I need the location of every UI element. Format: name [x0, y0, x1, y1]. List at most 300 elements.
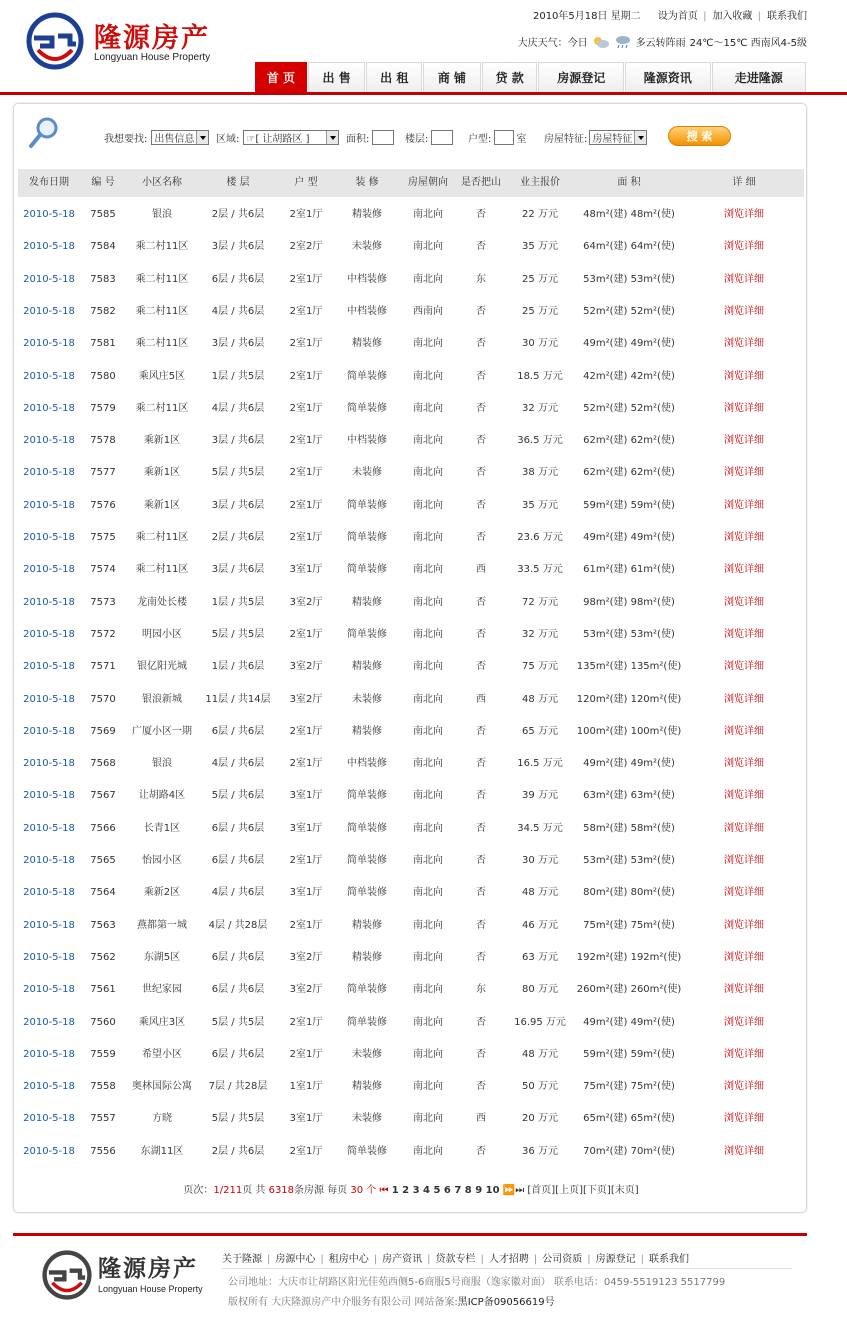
divider: | [267, 1254, 271, 1265]
cell-date[interactable]: 2010-5-18 [23, 596, 75, 608]
cell-date[interactable]: 2010-5-18 [23, 790, 75, 802]
cell-orientation: 南北向 [413, 1016, 443, 1028]
site-logo[interactable] [22, 10, 232, 70]
table-row [18, 361, 804, 393]
cell-area: 61m²(建) 61m²(使) [583, 564, 675, 576]
table-row [18, 199, 804, 231]
cell-date[interactable]: 2010-5-18 [23, 499, 75, 511]
cell-gable: 东 [476, 273, 486, 285]
table-row [18, 393, 804, 425]
view-detail-link[interactable]: 浏览详细 [724, 1048, 764, 1060]
view-detail-link[interactable]: 浏览详细 [724, 499, 764, 511]
area-input[interactable] [372, 130, 394, 145]
cell-gable: 否 [476, 370, 486, 382]
footer-nav-item[interactable]: 人才招聘 [488, 1254, 529, 1265]
table-row [18, 748, 804, 780]
cell-price: 36.5 万元 [517, 435, 563, 447]
table-row [18, 296, 804, 328]
nav-item-shops[interactable]: 商 铺 [423, 62, 481, 92]
view-detail-link[interactable]: 浏览详细 [724, 435, 764, 447]
cell-gable: 否 [476, 532, 486, 543]
table-row [18, 813, 804, 845]
cell-floor: 6层 / 共6层 [211, 822, 265, 834]
cell-floor: 5层 / 共6层 [211, 790, 265, 802]
view-detail-link[interactable]: 浏览详细 [724, 887, 764, 899]
cell-area: 58m²(建) 58m²(使) [583, 822, 675, 834]
cell-area: 48m²(建) 48m²(使) [583, 209, 675, 220]
cell-community: 银浪 [152, 209, 172, 220]
divider: | [587, 1254, 591, 1265]
cell-orientation: 南北向 [413, 661, 443, 673]
cell-date[interactable]: 2010-5-18 [23, 984, 75, 996]
cell-area: 70m²(建) 70m²(使) [583, 1145, 675, 1157]
cell-area: 135m²(建) 135m²(使) [576, 661, 682, 673]
icp-number[interactable]: 黑ICP备09056619号 [457, 1297, 555, 1308]
cell-id: 7570 [90, 693, 116, 705]
view-detail-link[interactable]: 浏览详细 [724, 467, 764, 479]
cell-floor: 4层 / 共28层 [208, 919, 268, 931]
next-pages-icon[interactable]: ⏩ [502, 1185, 516, 1196]
cell-orientation: 南北向 [413, 499, 443, 511]
table-row [18, 522, 804, 554]
weather-prefix: 大庆天气：今日 [517, 38, 588, 49]
pager-prev[interactable]: [上页] [555, 1185, 584, 1196]
cell-date[interactable]: 2010-5-18 [23, 273, 75, 285]
cell-area: 100m²(建) 100m²(使) [576, 725, 682, 737]
add-favorite-link[interactable]: 加入收藏 [712, 11, 753, 22]
listing-type-value: 出售信息 [154, 134, 195, 145]
cell-orientation: 南北向 [413, 241, 443, 253]
cell-id: 7568 [90, 758, 116, 770]
cell-decoration: 简单装修 [347, 822, 387, 834]
cell-gable: 否 [476, 241, 486, 253]
district-select[interactable] [243, 130, 339, 145]
view-detail-link[interactable]: 浏览详细 [724, 209, 764, 220]
cell-community: 乘二村11区 [135, 273, 189, 285]
cell-price: 23.6 万元 [517, 532, 563, 543]
copyright-text: 版权所有 大庆隆源房产中介服务有限公司 网站备案: [228, 1297, 458, 1308]
cell-id: 7564 [90, 887, 116, 899]
room-unit-label: 室 [516, 134, 527, 145]
footer-nav-item[interactable]: 租房中心 [328, 1254, 369, 1265]
cell-id: 7571 [90, 661, 116, 673]
cell-community: 乘二村11区 [135, 532, 189, 543]
table-row [18, 619, 804, 651]
cell-price: 34.5 万元 [517, 822, 563, 834]
cell-id: 7574 [90, 564, 116, 576]
cell-community: 银浪新城 [142, 693, 182, 705]
last-page-icon[interactable]: ⏭ [515, 1185, 525, 1196]
cell-community: 乘二村11区 [135, 338, 189, 350]
cell-id: 7567 [90, 790, 116, 802]
cell-date[interactable]: 2010-5-18 [23, 887, 75, 899]
cell-date[interactable]: 2010-5-18 [23, 855, 75, 866]
cell-orientation: 南北向 [413, 693, 443, 705]
view-detail-link[interactable]: 浏览详细 [724, 951, 764, 963]
cell-date[interactable]: 2010-5-18 [23, 209, 75, 220]
pager-page-numbers[interactable]: 1 2 3 4 5 6 7 8 9 10 [391, 1185, 500, 1196]
footer-nav-item[interactable]: 贷款专栏 [435, 1254, 476, 1265]
cell-date[interactable]: 2010-5-18 [23, 370, 75, 382]
nav-item-news[interactable]: 隆源资讯 [625, 62, 711, 92]
table-header [18, 169, 804, 197]
search-want-group [104, 130, 209, 145]
cell-date[interactable]: 2010-5-18 [23, 241, 75, 253]
cell-decoration: 简单装修 [347, 887, 387, 899]
footer-nav-item[interactable]: 联系我们 [649, 1254, 689, 1265]
weather-temp-wind: 24℃～15℃ 西南风4-5级 [689, 38, 807, 49]
nav-item-rent[interactable]: 出 租 [366, 62, 422, 92]
cell-decoration: 精装修 [352, 725, 382, 737]
cell-id: 7576 [90, 499, 116, 511]
table-row [18, 1039, 804, 1071]
cell-layout: 2室1厅 [289, 725, 323, 737]
cell-orientation: 南北向 [413, 822, 443, 834]
nav-underline [0, 92, 847, 95]
cell-orientation: 南北向 [413, 596, 443, 608]
cell-floor: 3层 / 共6层 [211, 338, 265, 350]
cell-community: 乘新1区 [143, 435, 181, 447]
cell-floor: 1层 / 共5层 [211, 370, 265, 382]
cell-area: 75m²(建) 75m²(使) [583, 1081, 675, 1093]
cell-community: 龙南处长楼 [137, 596, 187, 608]
cell-price: 36 万元 [522, 1145, 558, 1157]
cell-date[interactable]: 2010-5-18 [23, 1145, 75, 1157]
pager-next[interactable]: [下页] [583, 1185, 611, 1196]
search-layout-label: 户型: [468, 134, 492, 145]
col-orientation: 房屋朝向 [408, 177, 448, 188]
view-detail-link[interactable]: 浏览详细 [724, 693, 764, 705]
cell-layout: 2室1厅 [289, 402, 323, 414]
cell-decoration: 未装修 [352, 467, 382, 479]
cell-floor: 3层 / 共6层 [211, 564, 265, 576]
table-row [18, 425, 804, 457]
cell-community: 乘新2区 [143, 887, 181, 899]
table-row [18, 264, 804, 296]
cell-gable: 西 [476, 693, 486, 705]
cell-decoration: 精装修 [352, 951, 382, 963]
view-detail-link[interactable]: 浏览详细 [724, 855, 764, 866]
footer-nav-item[interactable]: 房源登记 [595, 1254, 636, 1265]
cell-date[interactable]: 2010-5-18 [23, 402, 75, 414]
set-home-link[interactable]: 设为首页 [657, 11, 698, 22]
view-detail-link[interactable]: 浏览详细 [724, 532, 764, 543]
floor-input[interactable] [431, 130, 453, 145]
cell-community: 乘二村11区 [135, 305, 189, 317]
view-detail-link[interactable]: 浏览详细 [724, 338, 764, 350]
view-detail-link[interactable]: 浏览详细 [724, 661, 764, 673]
cell-id: 7575 [90, 532, 116, 543]
cell-floor: 4层 / 共6层 [211, 887, 265, 899]
view-detail-link[interactable]: 浏览详细 [724, 790, 764, 802]
cell-date[interactable]: 2010-5-18 [23, 435, 75, 447]
district-value: ☞[ 让胡路区 ] [246, 134, 310, 145]
cell-date[interactable]: 2010-5-18 [23, 951, 75, 963]
cell-area: 260m²(建) 260m²(使) [576, 984, 682, 996]
contact-link[interactable]: 联系我们 [767, 11, 807, 22]
view-detail-link[interactable]: 浏览详细 [724, 402, 764, 414]
cell-orientation: 南北向 [413, 209, 443, 220]
view-detail-link[interactable]: 浏览详细 [724, 564, 764, 576]
cell-gable: 否 [476, 661, 486, 673]
cell-date[interactable]: 2010-5-18 [23, 338, 75, 350]
table-row [18, 1007, 804, 1039]
cell-gable: 否 [476, 435, 486, 447]
cell-floor: 5层 / 共5层 [211, 1113, 265, 1125]
table-row [18, 780, 804, 812]
view-detail-link[interactable]: 浏览详细 [724, 596, 764, 608]
cell-date[interactable]: 2010-5-18 [23, 1048, 75, 1060]
view-detail-link[interactable]: 浏览详细 [724, 273, 764, 285]
cell-orientation: 南北向 [413, 370, 443, 382]
cell-layout: 2室1厅 [289, 919, 323, 931]
cell-orientation: 南北向 [413, 855, 443, 866]
cell-date[interactable]: 2010-5-18 [23, 564, 75, 576]
footer-logo-mark-icon [42, 1250, 92, 1300]
cell-price: 38 万元 [522, 467, 558, 479]
pager-last[interactable]: [末页] [610, 1185, 639, 1196]
table-row [18, 328, 804, 360]
cell-layout: 2室2厅 [289, 241, 323, 253]
cell-id: 7572 [90, 628, 116, 640]
cell-gable: 否 [476, 402, 486, 414]
nav-item-loan[interactable]: 贷 款 [482, 62, 538, 92]
cell-community: 乘新1区 [143, 467, 181, 479]
cell-layout: 2室1厅 [289, 305, 323, 317]
cell-price: 63 万元 [522, 951, 558, 963]
cell-date[interactable]: 2010-5-18 [23, 725, 75, 737]
view-detail-link[interactable]: 浏览详细 [724, 1081, 764, 1093]
cell-id: 7562 [90, 951, 116, 963]
cell-decoration: 中档装修 [347, 305, 387, 317]
cell-date[interactable]: 2010-5-18 [23, 758, 75, 770]
cell-layout: 3室1厅 [289, 564, 323, 576]
cell-community: 乘二村11区 [135, 402, 189, 414]
cell-area: 98m²(建) 98m²(使) [583, 596, 675, 608]
weather-condition: 多云转阵雨 [635, 38, 686, 49]
cell-orientation: 南北向 [413, 919, 443, 931]
partly-cloudy-icon [592, 35, 610, 49]
cell-id: 7573 [90, 596, 116, 608]
cell-price: 18.5 万元 [517, 370, 563, 382]
cell-layout: 2室1厅 [289, 370, 323, 382]
view-detail-link[interactable]: 浏览详细 [724, 305, 764, 317]
cell-gable: 否 [476, 919, 486, 931]
main-nav [255, 62, 807, 92]
cell-area: 49m²(建) 49m²(使) [583, 758, 675, 770]
footer-address: 公司地址：大庆市让胡路区阳光佳苑西侧5-6商服5号商服（逸家徽对面） 联系电话：0459-5519123 5517799 [228, 1277, 726, 1288]
cell-layout: 1室1厅 [289, 1081, 323, 1093]
cell-date[interactable]: 2010-5-18 [23, 1113, 75, 1125]
cell-price: 48 万元 [522, 1048, 558, 1060]
cell-price: 46 万元 [522, 919, 558, 931]
cell-price: 35 万元 [522, 499, 558, 511]
logo-mark-icon [26, 12, 84, 70]
cell-id: 7578 [90, 435, 116, 447]
cell-price: 75 万元 [522, 661, 558, 673]
cell-decoration: 精装修 [352, 1081, 382, 1093]
cell-price: 16.95 万元 [514, 1016, 566, 1028]
cell-gable: 西 [476, 564, 486, 576]
cell-floor: 2层 / 共6层 [211, 1145, 265, 1157]
cell-area: 49m²(建) 49m²(使) [583, 532, 675, 543]
view-detail-link[interactable]: 浏览详细 [724, 241, 764, 253]
cell-decoration: 简单装修 [347, 532, 387, 543]
cell-area: 49m²(建) 49m²(使) [583, 1016, 675, 1028]
footer-nav-item[interactable]: 房产资讯 [382, 1254, 423, 1265]
cell-date[interactable]: 2010-5-18 [23, 532, 75, 543]
cell-floor: 1层 / 共6层 [211, 661, 265, 673]
cell-date[interactable]: 2010-5-18 [23, 467, 75, 479]
col-id: 编 号 [91, 177, 115, 188]
cell-date[interactable]: 2010-5-18 [23, 822, 75, 834]
cell-layout: 2室1厅 [289, 435, 323, 447]
cell-date[interactable]: 2010-5-18 [23, 1016, 75, 1028]
cell-orientation: 南北向 [413, 564, 443, 576]
col-layout: 户 型 [294, 177, 318, 188]
view-detail-link[interactable]: 浏览详细 [724, 1016, 764, 1028]
cell-area: 59m²(建) 59m²(使) [583, 1048, 675, 1060]
cell-orientation: 南北向 [413, 725, 443, 737]
cell-decoration: 中档装修 [347, 273, 387, 285]
cell-layout: 2室1厅 [289, 1016, 323, 1028]
cell-orientation: 南北向 [413, 1048, 443, 1060]
cell-id: 7583 [90, 273, 116, 285]
cell-layout: 2室1厅 [289, 532, 323, 543]
cell-floor: 6层 / 共6层 [211, 273, 265, 285]
cell-date[interactable]: 2010-5-18 [23, 919, 75, 931]
cell-floor: 7层 / 共28层 [208, 1081, 268, 1093]
cell-community: 广厦小区一期 [132, 725, 192, 737]
first-page-icon[interactable]: ⏮ [379, 1185, 389, 1196]
cell-date[interactable]: 2010-5-18 [23, 693, 75, 705]
footer-logo-text-cn: 隆源房产 [98, 1256, 198, 1282]
cell-id: 7559 [90, 1048, 116, 1060]
cell-decoration: 精装修 [352, 338, 382, 350]
col-date: 发布日期 [29, 177, 69, 188]
cell-community: 乘新1区 [143, 499, 181, 511]
table-row [18, 684, 804, 716]
cell-area: 80m²(建) 80m²(使) [583, 887, 675, 899]
table-row [18, 1103, 804, 1135]
cell-community: 长青1区 [143, 822, 181, 834]
cell-date[interactable]: 2010-5-18 [23, 628, 75, 640]
table-row [18, 910, 804, 942]
view-detail-link[interactable]: 浏览详细 [724, 822, 764, 834]
cell-date[interactable]: 2010-5-18 [23, 305, 75, 317]
cell-layout: 3室2厅 [289, 984, 323, 996]
nav-item-listing-register[interactable]: 房源登记 [538, 62, 624, 92]
view-detail-link[interactable]: 浏览详细 [724, 1113, 764, 1125]
view-detail-link[interactable]: 浏览详细 [724, 984, 764, 996]
search-layout-group [468, 130, 526, 145]
cell-floor: 2层 / 共6层 [211, 209, 265, 220]
pager-first[interactable]: [首页] [527, 1185, 556, 1196]
chevron-down-icon [196, 131, 208, 144]
cell-floor: 6层 / 共6层 [211, 1048, 265, 1060]
cell-decoration: 简单装修 [347, 1145, 387, 1157]
cell-area: 53m²(建) 53m²(使) [583, 273, 675, 285]
cell-id: 7560 [90, 1016, 116, 1028]
cell-date[interactable]: 2010-5-18 [23, 1081, 75, 1093]
view-detail-link[interactable]: 浏览详细 [724, 758, 764, 770]
cell-orientation: 西南向 [413, 305, 443, 317]
search-floor-group [405, 130, 453, 145]
cell-decoration: 简单装修 [347, 1016, 387, 1028]
cell-id: 7558 [90, 1081, 116, 1093]
cell-decoration: 精装修 [352, 209, 382, 220]
magnifier-icon [28, 116, 60, 150]
footer-nav-item[interactable]: 公司资质 [542, 1254, 583, 1265]
footer-nav-item[interactable]: 房源中心 [275, 1254, 316, 1265]
nav-item-about[interactable]: 走进隆源 [712, 62, 806, 92]
cell-price: 25 万元 [522, 305, 558, 317]
pager-current: 1 [213, 1185, 220, 1196]
cell-orientation: 南北向 [413, 435, 443, 447]
cell-orientation: 南北向 [413, 1081, 443, 1093]
nav-item-home[interactable]: 首 页 [255, 62, 307, 92]
chevron-down-icon [326, 131, 338, 144]
cell-community: 希望小区 [142, 1048, 182, 1060]
cell-area: 75m²(建) 75m²(使) [583, 919, 675, 931]
cell-id: 7580 [90, 370, 116, 382]
view-detail-link[interactable]: 浏览详细 [724, 370, 764, 382]
cell-decoration: 简单装修 [347, 499, 387, 511]
table-row [18, 1136, 804, 1168]
cell-decoration: 简单装修 [347, 984, 387, 996]
cell-floor: 6层 / 共6层 [211, 984, 265, 996]
weather-widget [518, 34, 807, 49]
pager-count: 6318 [268, 1185, 295, 1196]
footer-nav-item[interactable]: 关于隆源 [222, 1254, 262, 1265]
view-detail-link[interactable]: 浏览详细 [724, 628, 764, 640]
cell-area: 53m²(建) 53m²(使) [583, 855, 675, 866]
cell-date[interactable]: 2010-5-18 [23, 661, 75, 673]
cell-gable: 否 [476, 758, 486, 770]
cell-gable: 否 [476, 1145, 486, 1157]
room-count-input[interactable] [494, 130, 514, 145]
table-row [18, 1071, 804, 1103]
cell-id: 7579 [90, 402, 116, 414]
search-want-label: 我想要找: [104, 134, 148, 145]
cell-floor: 6层 / 共6层 [211, 725, 265, 737]
col-decoration: 装 修 [355, 177, 379, 188]
cell-floor: 5层 / 共5层 [211, 467, 265, 479]
listing-type-select[interactable] [151, 130, 209, 145]
search-button[interactable] [668, 126, 731, 146]
cell-orientation: 南北向 [413, 887, 443, 899]
cell-id: 7556 [90, 1145, 116, 1157]
cell-community: 东湖11区 [140, 1145, 184, 1157]
cell-community: 奥林国际公寓 [132, 1081, 192, 1093]
cell-community: 银浪 [152, 758, 172, 770]
rain-icon [614, 35, 632, 49]
cell-area: 52m²(建) 52m²(使) [583, 305, 675, 317]
feature-select[interactable] [589, 130, 647, 145]
table-row [18, 231, 804, 263]
nav-item-sale[interactable]: 出 售 [308, 62, 366, 92]
view-detail-link[interactable]: 浏览详细 [724, 725, 764, 737]
cell-price: 33.5 万元 [517, 564, 563, 576]
cell-price: 35 万元 [522, 241, 558, 253]
view-detail-link[interactable]: 浏览详细 [724, 1145, 764, 1157]
cell-community: 明园小区 [142, 628, 182, 640]
cell-community: 银亿阳光城 [137, 661, 187, 673]
cell-orientation: 南北向 [413, 984, 443, 996]
cell-area: 64m²(建) 64m²(使) [583, 241, 675, 253]
view-detail-link[interactable]: 浏览详细 [724, 919, 764, 931]
cell-id: 7563 [90, 919, 116, 931]
